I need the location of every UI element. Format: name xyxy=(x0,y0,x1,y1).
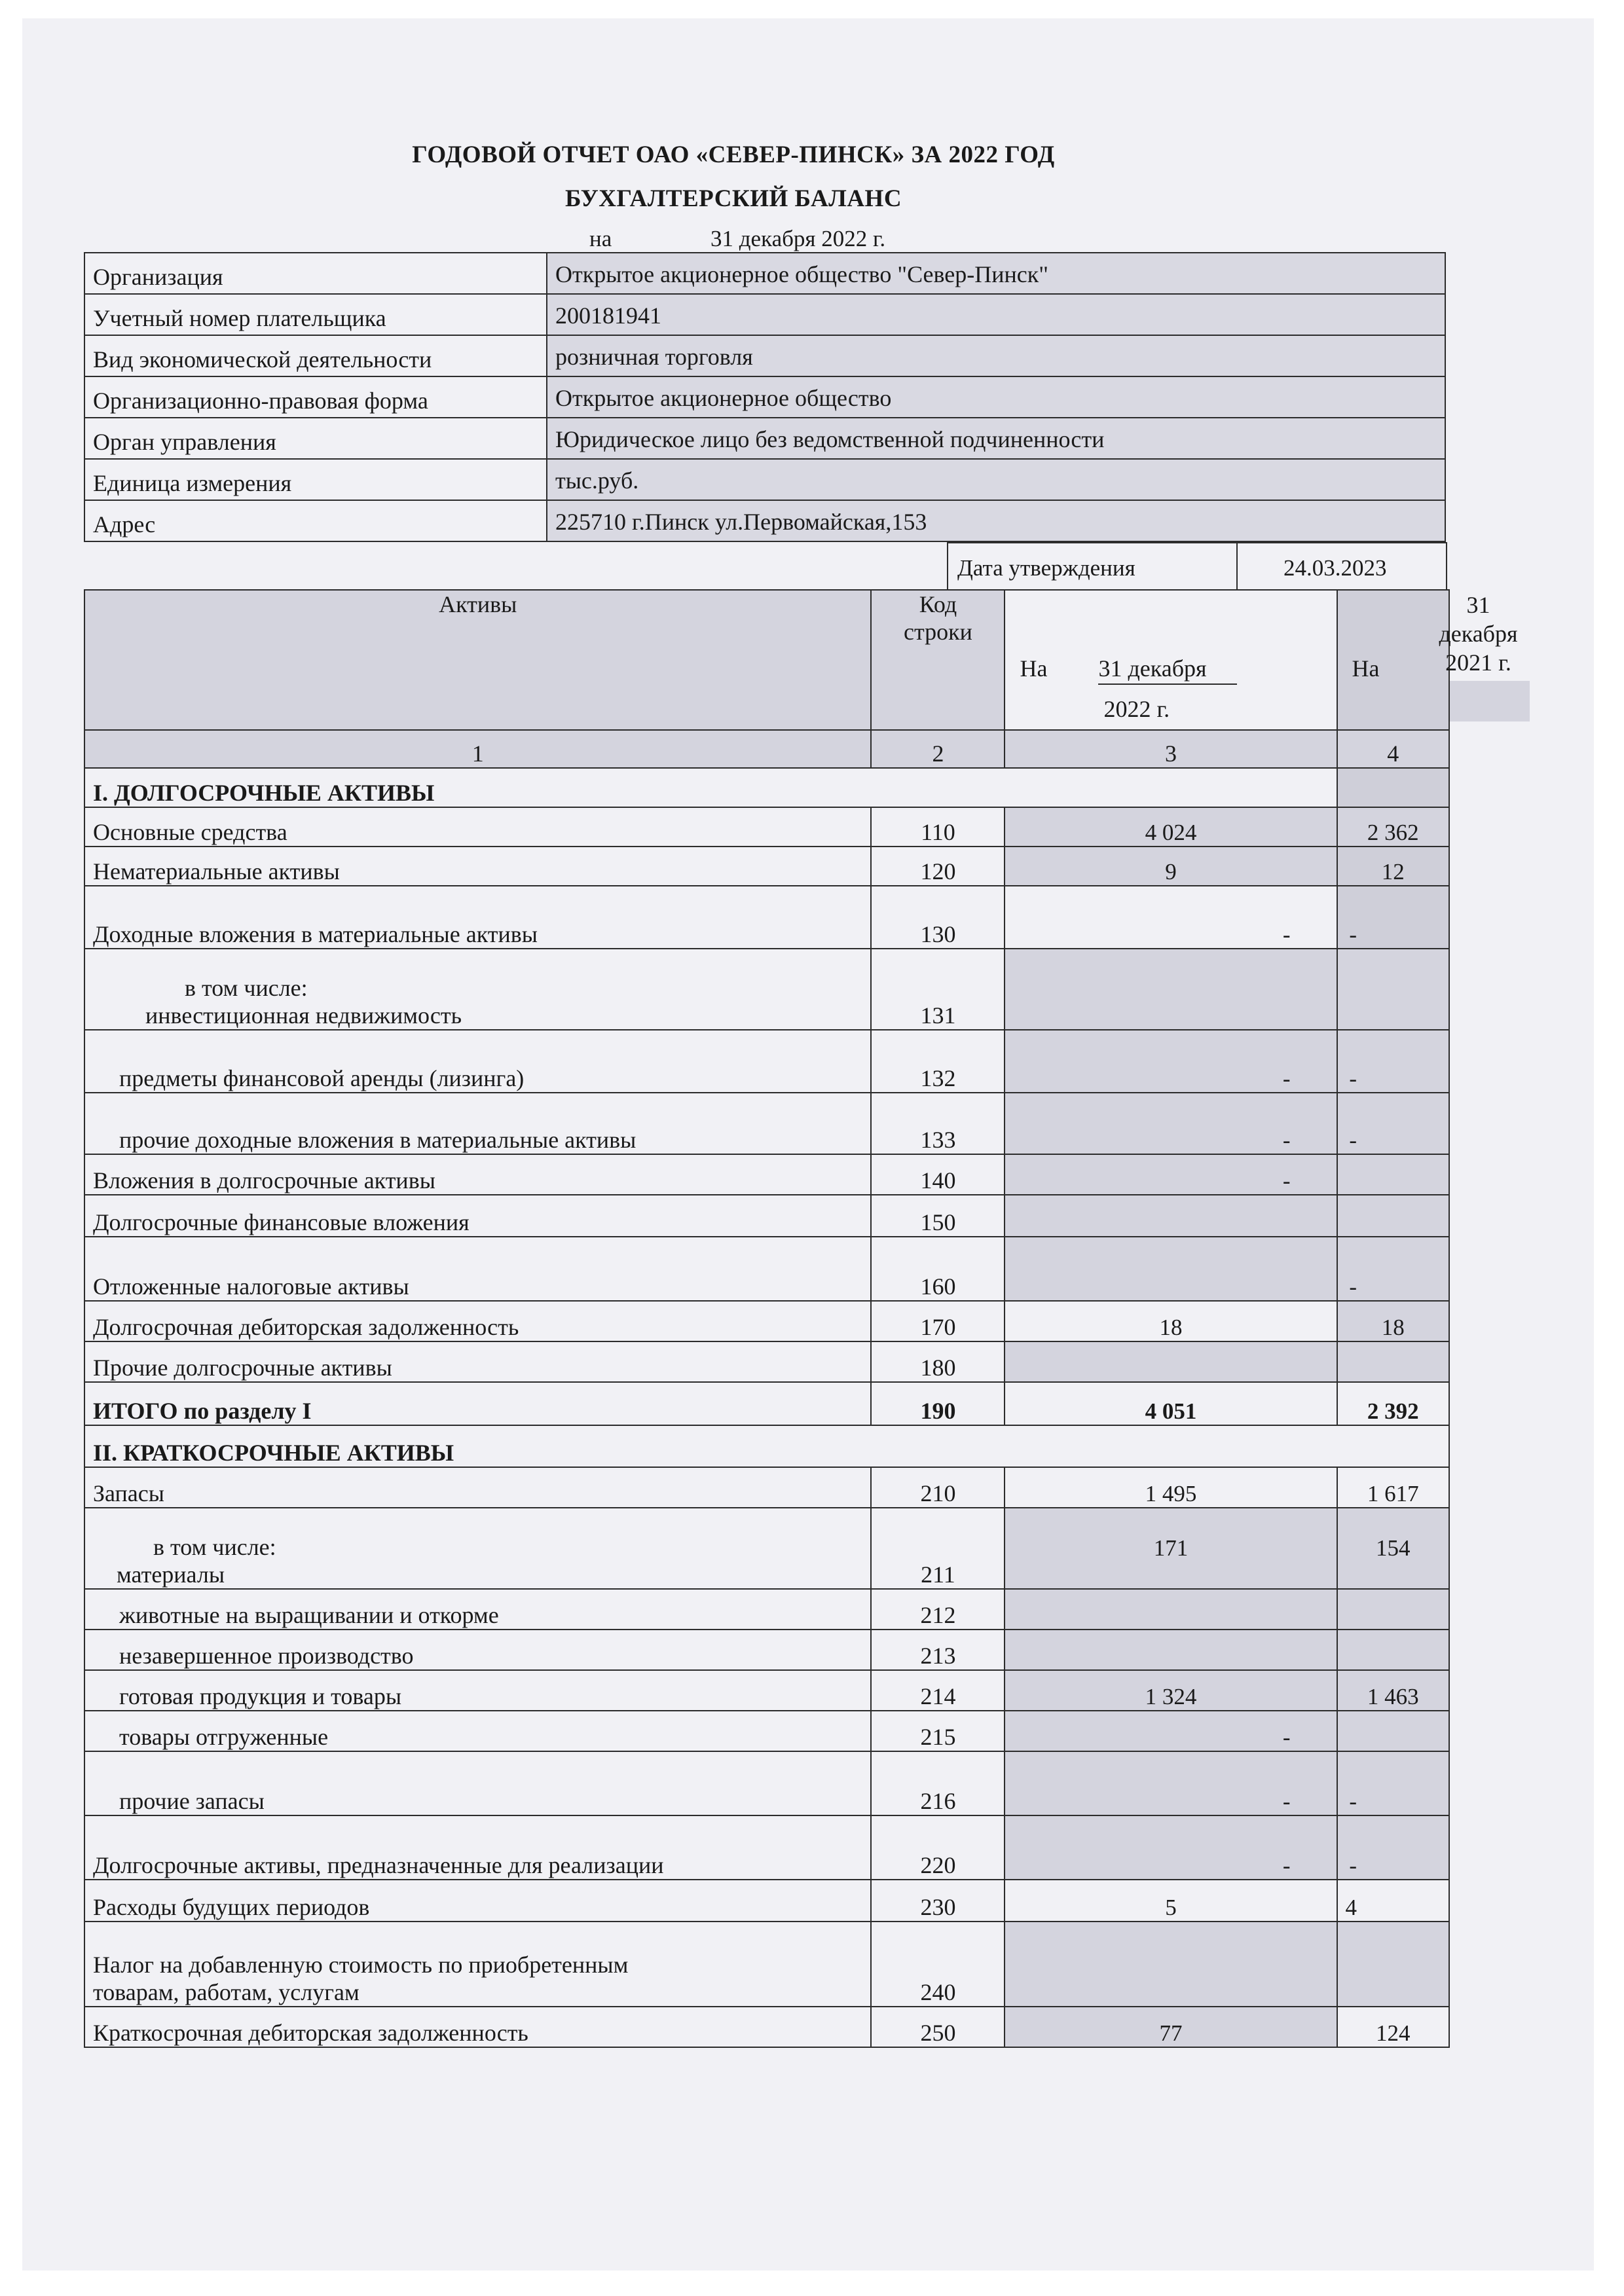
row-label: Вложения в долгосрочные активы xyxy=(84,1154,871,1195)
row-code: 215 xyxy=(871,1711,1005,1751)
section-title-shade xyxy=(1337,768,1450,807)
row-label: Доходные вложения в материальные активы xyxy=(84,886,871,949)
row-code: 220 xyxy=(871,1815,1005,1880)
value-2022: - xyxy=(1005,1751,1337,1815)
value-2022 xyxy=(1005,1630,1337,1670)
row-label xyxy=(84,1922,871,2007)
row-label: ИТОГО по разделу I xyxy=(84,1382,871,1425)
value-2022: 5 xyxy=(1005,1880,1337,1922)
table-row xyxy=(84,1630,1449,1670)
info-row xyxy=(84,253,1445,294)
value-2021: 1 463 xyxy=(1337,1670,1450,1711)
header-code-line2: строки xyxy=(904,619,972,645)
row-label-main: инвестиционная недвижимость xyxy=(145,1002,462,1029)
row-code: 160 xyxy=(871,1237,1005,1301)
table-row xyxy=(84,1195,1449,1237)
header-2021-month: декабря xyxy=(1439,621,1518,647)
balance-table xyxy=(84,589,1518,2048)
report-title: ГОДОВОЙ ОТЧЕТ ОАО «СЕВЕР-ПИНСК» ЗА 2022 ГОД xyxy=(412,141,1055,168)
row-label: прочие запасы xyxy=(84,1751,871,1815)
header-2021-year: 2021 г. xyxy=(1445,649,1511,676)
info-row xyxy=(84,376,1445,418)
value-2022 xyxy=(1005,1341,1337,1382)
row-label: Запасы xyxy=(84,1467,871,1508)
info-label: Организация xyxy=(84,253,547,294)
value-2021 xyxy=(1337,1630,1450,1670)
row-label: Долгосрочные финансовые вложения xyxy=(84,1195,871,1237)
header-2021 xyxy=(1337,590,1518,730)
info-label: Учетный номер плательщика xyxy=(84,294,547,335)
column-number: 2 xyxy=(871,730,1005,768)
info-value: Юридическое лицо без ведомственной подчиненности xyxy=(547,418,1445,459)
value-2021: - xyxy=(1337,1237,1450,1301)
value-2022: 4 051 xyxy=(1005,1382,1337,1425)
column-number: 4 xyxy=(1337,730,1450,768)
value-2022: - xyxy=(1005,886,1337,949)
info-value: тыс.руб. xyxy=(547,459,1445,500)
value-2021: - xyxy=(1337,1030,1450,1093)
info-value: розничная торговля xyxy=(547,335,1445,376)
info-value: Открытое акционерное общество "Север-Пинск" xyxy=(547,253,1445,294)
info-label: Вид экономической деятельности xyxy=(84,335,547,376)
row-label: Отложенные налоговые активы xyxy=(84,1237,871,1301)
row-label: Нематериальные активы xyxy=(84,847,871,886)
value-2021 xyxy=(1337,949,1450,1030)
table-row xyxy=(84,847,1449,886)
row-label: Долгосрочные активы, предназначенные для реализации xyxy=(84,1815,871,1880)
value-2022 xyxy=(1005,1237,1337,1301)
table-row xyxy=(84,1093,1449,1154)
row-code: 230 xyxy=(871,1880,1005,1922)
info-label: Орган управления xyxy=(84,418,547,459)
value-2021: - xyxy=(1337,886,1450,949)
row-code: 133 xyxy=(871,1093,1005,1154)
info-row xyxy=(84,335,1445,376)
row-label: незавершенное производство xyxy=(84,1630,871,1670)
value-2022: 77 xyxy=(1005,2007,1337,2047)
row-label: товары отгруженные xyxy=(84,1711,871,1751)
table-row xyxy=(84,1508,1449,1589)
info-value: 200181941 xyxy=(547,294,1445,335)
row-code: 130 xyxy=(871,886,1005,949)
table-header-row xyxy=(84,590,1449,730)
header-assets: Активы xyxy=(84,590,871,730)
info-label: Единица измерения xyxy=(84,459,547,500)
row-code: 150 xyxy=(871,1195,1005,1237)
row-label xyxy=(84,1508,871,1589)
table-row xyxy=(84,1880,1449,1922)
row-label: Долгосрочная дебиторская задолженность xyxy=(84,1301,871,1341)
value-2022: - xyxy=(1005,1815,1337,1880)
header-code xyxy=(871,590,1005,730)
row-code: 110 xyxy=(871,807,1005,847)
table-row xyxy=(84,1467,1449,1508)
table-row xyxy=(84,1301,1449,1341)
table-row xyxy=(84,1030,1449,1093)
date-prefix: на xyxy=(589,226,612,251)
section-title: II. КРАТКОСРОЧНЫЕ АКТИВЫ xyxy=(84,1425,1449,1467)
value-2021: - xyxy=(1337,1815,1450,1880)
table-row xyxy=(84,1589,1449,1630)
approval-label: Дата утверждения xyxy=(957,555,1135,581)
table-row xyxy=(84,1341,1449,1382)
row-code: 120 xyxy=(871,847,1005,886)
row-code: 210 xyxy=(871,1467,1005,1508)
table-row xyxy=(84,1237,1449,1301)
row-code: 240 xyxy=(871,1922,1005,2007)
info-row xyxy=(84,459,1445,500)
value-2022: 1 324 xyxy=(1005,1670,1337,1711)
value-2021 xyxy=(1337,1922,1450,2007)
value-2022 xyxy=(1005,1195,1337,1237)
table-row xyxy=(84,1922,1449,2007)
table-row xyxy=(84,949,1449,1030)
shaded-band xyxy=(1445,681,1530,721)
row-label-prefix: в том числе: xyxy=(153,1534,276,1560)
section-title: I. ДОЛГОСРОЧНЫЕ АКТИВЫ xyxy=(84,768,1337,807)
value-2021: - xyxy=(1337,1093,1450,1154)
row-code: 213 xyxy=(871,1630,1005,1670)
row-label: животные на выращивании и откорме xyxy=(84,1589,871,1630)
value-2021: 2 362 xyxy=(1337,807,1450,847)
value-2022: 171 xyxy=(1005,1508,1337,1589)
row-label: Прочие долгосрочные активы xyxy=(84,1341,871,1382)
row-label-main: материалы xyxy=(117,1561,225,1588)
table-row xyxy=(84,1670,1449,1711)
header-2021-day: 31 xyxy=(1466,592,1490,618)
row-code: 180 xyxy=(871,1341,1005,1382)
table-row xyxy=(84,886,1449,949)
value-2021 xyxy=(1337,1589,1450,1630)
column-number-row xyxy=(84,730,1449,768)
balance-title: БУХГАЛТЕРСКИЙ БАЛАНС xyxy=(564,185,902,212)
row-code: 216 xyxy=(871,1751,1005,1815)
table-row xyxy=(84,1711,1449,1751)
info-row xyxy=(84,294,1445,335)
row-code: 140 xyxy=(871,1154,1005,1195)
info-label: Организационно-правовая форма xyxy=(84,376,547,418)
organization-info-table xyxy=(84,252,1446,542)
info-row xyxy=(84,418,1445,459)
date-value: 31 декабря 2022 г. xyxy=(710,226,886,251)
table-row xyxy=(84,807,1449,847)
section-title-row xyxy=(84,768,1449,807)
row-code: 211 xyxy=(871,1508,1005,1589)
value-2021 xyxy=(1337,1711,1450,1751)
row-label: Основные средства xyxy=(84,807,871,847)
value-2021: 154 xyxy=(1337,1508,1450,1589)
value-2022: - xyxy=(1005,1711,1337,1751)
value-2022 xyxy=(1005,949,1337,1030)
approval-date: 24.03.2023 xyxy=(1283,555,1387,581)
value-2021: 2 392 xyxy=(1337,1382,1450,1425)
section-title-row xyxy=(84,1425,1449,1467)
value-2021: 12 xyxy=(1337,847,1450,886)
header-2022-prefix: На xyxy=(1020,655,1048,682)
value-2022 xyxy=(1005,1922,1337,2007)
value-2022: - xyxy=(1005,1154,1337,1195)
header-code-line1: Код xyxy=(919,591,957,617)
header-2021-prefix: На xyxy=(1352,655,1380,682)
row-label xyxy=(84,949,871,1030)
table-row xyxy=(84,1154,1449,1195)
approval-divider xyxy=(1236,543,1238,591)
value-2022: - xyxy=(1005,1030,1337,1093)
value-2021: 4 xyxy=(1337,1880,1450,1922)
row-label: готовая продукция и товары xyxy=(84,1670,871,1711)
row-code: 250 xyxy=(871,2007,1005,2047)
row-code: 212 xyxy=(871,1589,1005,1630)
row-code: 132 xyxy=(871,1030,1005,1093)
header-2022-date: 31 декабря xyxy=(1098,655,1236,685)
row-label: Расходы будущих периодов xyxy=(84,1880,871,1922)
column-number: 3 xyxy=(1005,730,1337,768)
value-2022: 9 xyxy=(1005,847,1337,886)
table-row-total xyxy=(84,1382,1449,1425)
value-2022: - xyxy=(1005,1093,1337,1154)
table-row xyxy=(84,1751,1449,1815)
value-2022: 1 495 xyxy=(1005,1467,1337,1508)
info-value: 225710 г.Пинск ул.Первомайская,153 xyxy=(547,500,1445,541)
value-2021: 18 xyxy=(1337,1301,1450,1341)
table-row xyxy=(84,1815,1449,1880)
column-number: 1 xyxy=(84,730,871,768)
table-row xyxy=(84,2007,1449,2047)
row-code: 170 xyxy=(871,1301,1005,1341)
row-label-line1: Налог на добавленную стоимость по приобретенным xyxy=(93,1952,629,1978)
row-label: предметы финансовой аренды (лизинга) xyxy=(84,1030,871,1093)
value-2021 xyxy=(1337,1195,1450,1237)
value-2022: 18 xyxy=(1005,1301,1337,1341)
row-label: Краткосрочная дебиторская задолженность xyxy=(84,2007,871,2047)
row-label-line2: товарам, работам, услугам xyxy=(93,1979,360,2005)
value-2021: - xyxy=(1337,1751,1450,1815)
row-code: 131 xyxy=(871,949,1005,1030)
row-label-prefix: в том числе: xyxy=(185,975,308,1001)
value-2021 xyxy=(1337,1154,1450,1195)
row-code: 190 xyxy=(871,1382,1005,1425)
header-2022-year: 2022 г. xyxy=(1103,696,1170,722)
value-2021: 1 617 xyxy=(1337,1467,1450,1508)
value-2021: 124 xyxy=(1337,2007,1450,2047)
info-value: Открытое акционерное общество xyxy=(547,376,1445,418)
value-2022: 4 024 xyxy=(1005,807,1337,847)
info-label: Адрес xyxy=(84,500,547,541)
header-2021-date xyxy=(1416,591,1541,677)
value-2022 xyxy=(1005,1589,1337,1630)
row-label: прочие доходные вложения в материальные активы xyxy=(84,1093,871,1154)
header-2022 xyxy=(1005,590,1337,730)
info-row xyxy=(84,500,1445,541)
value-2021 xyxy=(1337,1341,1450,1382)
row-code: 214 xyxy=(871,1670,1005,1711)
